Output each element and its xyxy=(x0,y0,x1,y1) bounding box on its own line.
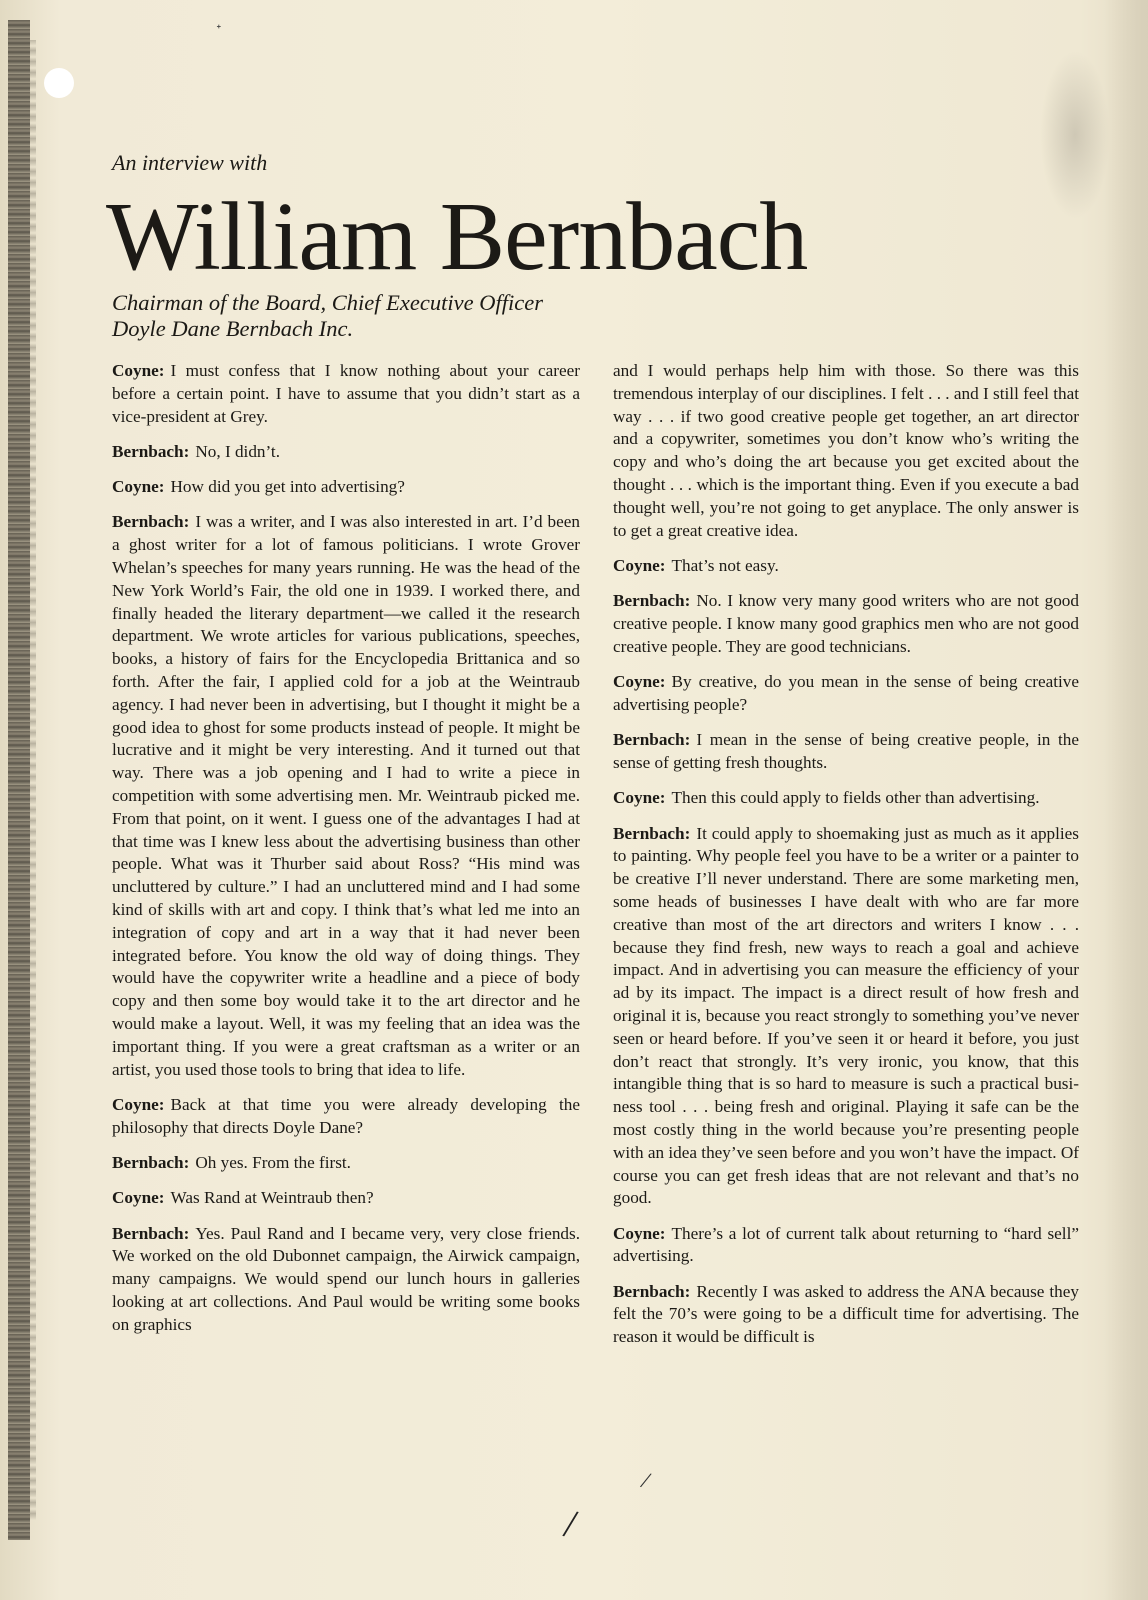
intro-line: An interview with xyxy=(112,150,268,175)
interview-paragraph xyxy=(112,1223,580,1337)
paragraph-text: By creative, do you mean in the sense of being creative advertising people? xyxy=(613,672,1079,714)
speaker-label: Bernbach: xyxy=(112,1153,190,1172)
left-column xyxy=(112,360,580,1349)
interview-paragraph xyxy=(613,671,1079,717)
interview-paragraph xyxy=(112,476,580,499)
paragraph-text: and I would perhaps help him with those. So there was this tremendous interplay of our disciplines. I felt . . . and I still feel that way . . . if two good creative people get together, an art director and a copywriter, sometimes you don’t know who’s writing the copy and who’s doing the art because you get excited about the thought . . . which is the important thing. Even if you execute a bad thought well, you’re not going to get anyplace. The only answer is to get a great creative idea. xyxy=(613,361,1079,540)
interview-paragraph xyxy=(112,511,580,1081)
speaker-label: Coyne: xyxy=(112,1094,165,1114)
paragraph-text: Oh yes. From the first. xyxy=(195,1153,351,1172)
subtitle xyxy=(112,290,543,342)
interview-paragraph xyxy=(613,729,1079,775)
paragraph-text: I must confess that I know nothing about your career before a certain point. I have to assume that you didn’t start as a vice-president at Grey. xyxy=(112,361,580,426)
punch-hole xyxy=(44,68,74,98)
paragraph-text: Yes. Paul Rand and I became very, very close friends. We worked on the old Dubonnet campaign, the Airwick campaign, many campaigns. We would spend our lunch hours in galleries looking at art collections. And Paul would be writing some books on graphics xyxy=(112,1223,580,1334)
speaker-label: Coyne: xyxy=(112,477,165,497)
pen-mark-bottom: / xyxy=(560,1500,581,1547)
speaker-label: Coyne: xyxy=(613,672,666,692)
interview-paragraph xyxy=(112,441,580,464)
speaker-label: Bernbach: xyxy=(613,591,691,611)
interview-paragraph xyxy=(613,1281,1079,1349)
speaker-label: Bernbach: xyxy=(112,512,190,532)
paragraph-text: How did you get into advertising? xyxy=(170,477,405,497)
interview-paragraph xyxy=(613,1223,1079,1269)
interview-paragraph xyxy=(613,590,1079,658)
page-title: William Bernbach xyxy=(106,183,808,291)
paragraph-text: No. I know very many good writers who are not good creative people. I know many good graphics men who are not good creative people. They are good technicians. xyxy=(613,591,1079,656)
paragraph-text: No, I didn’t. xyxy=(195,441,281,461)
interview-paragraph xyxy=(112,1152,580,1175)
paragraph-text: I mean in the sense of being creative people, in the sense of getting fresh thoughts. xyxy=(613,730,1079,772)
paragraph-text: Recently I was asked to address the ANA because they felt the 70’s were going to be a difficult time for advertising. The reason it would be difficult is xyxy=(613,1281,1079,1347)
paragraph-text: Then this could apply to fields other than advertising. xyxy=(671,788,1040,808)
interview-paragraph xyxy=(112,1094,580,1140)
speaker-label: Coyne: xyxy=(112,361,165,380)
speaker-label: Coyne: xyxy=(613,1223,666,1243)
speaker-label: Coyne: xyxy=(613,555,666,575)
speaker-label: Bernbach: xyxy=(613,823,691,843)
paper-stain xyxy=(1040,50,1110,220)
scan-edge-right xyxy=(1104,0,1148,1600)
speaker-label: Coyne: xyxy=(613,788,666,808)
pencil-mark-top: ᐩ xyxy=(216,23,222,38)
right-column xyxy=(613,360,1079,1362)
role-line-1: Chairman of the Board, Chief Executive Officer xyxy=(112,290,543,315)
paragraph-text: Back at that time you were already developing the philosophy that directs Doyle Dane? xyxy=(112,1094,580,1137)
paragraph-text: There’s a lot of current talk about returning to “hard sell” advertising. xyxy=(613,1223,1079,1266)
scan-edge-left xyxy=(8,20,30,1540)
paragraph-text: I was a writer, and I was also interested in art. I’d been a ghost writer for a lot of famous politicians. I wrote Grover Whelan’s speeches for many years running. He was the head of the New York World’s Fair, the old one in 1939. I worked there, and finally headed the literary department—we called it the research department. We wrote articles for various publications, speeches, books, a history of fairs for the Encyclopedia Brittanica and so forth. After the fair, I applied cold for a job at the Weintraub agency. I had never been in advertising, but I thought it might be a good idea to ghost for some products instead of people. It might be lucrative and it might be very interesting. And it turned out that way. There was a job opening and I had to write a piece in competition with some advertising men. Mr. Weintraub picked me. From that point, on it went. I guess one of the advantages I had at that time was I knew less about the advertising business than other people. What was it Thurber said about Ross? “His mind was uncluttered by culture.” I had an uncluttered mind and I had some kind of skills with art and copy. I think that’s what led me into an integration of copy and art in a way that it had never been integrated before. You know the old way of doing things. They would have the copywriter write a headline and a piece of body copy and then some boy would take it to the art director and he would make a layout. Well, it was my feeling that an idea was the important thing. If you were a great craftsman as a writer or an artist, you used those tools to bring that idea to life. xyxy=(112,512,580,1079)
interview-paragraph xyxy=(112,1187,580,1210)
paragraph-text: It could apply to shoemaking just as much as it applies to painting. Why people feel you have to be a writer or a painter to be creative I’ll never understand. There are some marketing men, some heads of businesses I have dealt with who are far more creative than most of the art directors and writers I know . . . because they find fresh, new ways to reach a goal and achieve impact. And in advertising you can measure the efficiency of your ad by its impact. The impact is a direct result of how fresh and original it is, because you react strongly to something you’ve never seen or heard before. If you’ve seen it or heard it before, you just don’t react that strongly. It’s very ironic, you know, that this intangible thing that is so hard to measure is such a practical business tool . . . being fresh and original. Playing it safe can be the most costly thing in the world because you’re presenting people with an idea they’ve seen before and you won’t have the impact. Of course you can get fresh ideas that are not relevant and that’s no good. xyxy=(613,823,1079,1208)
speaker-label: Bernbach: xyxy=(613,1281,691,1301)
paragraph-text: Was Rand at Weintraub then? xyxy=(170,1188,374,1208)
interview-paragraph xyxy=(613,823,1079,1211)
interview-paragraph xyxy=(613,555,1079,578)
speaker-label: Coyne: xyxy=(112,1188,165,1208)
paragraph-text: That’s not easy. xyxy=(671,555,779,575)
interview-paragraph xyxy=(112,360,580,428)
pen-mark-small: / xyxy=(637,1467,654,1495)
interview-paragraph xyxy=(613,787,1079,810)
role-line-2: Doyle Dane Bernbach Inc. xyxy=(112,316,354,341)
interview-paragraph xyxy=(613,360,1079,542)
speaker-label: Bernbach: xyxy=(112,441,190,461)
speaker-label: Bernbach: xyxy=(112,1223,190,1243)
scan-edge-shadow xyxy=(30,40,36,1520)
speaker-label: Bernbach: xyxy=(613,730,691,750)
